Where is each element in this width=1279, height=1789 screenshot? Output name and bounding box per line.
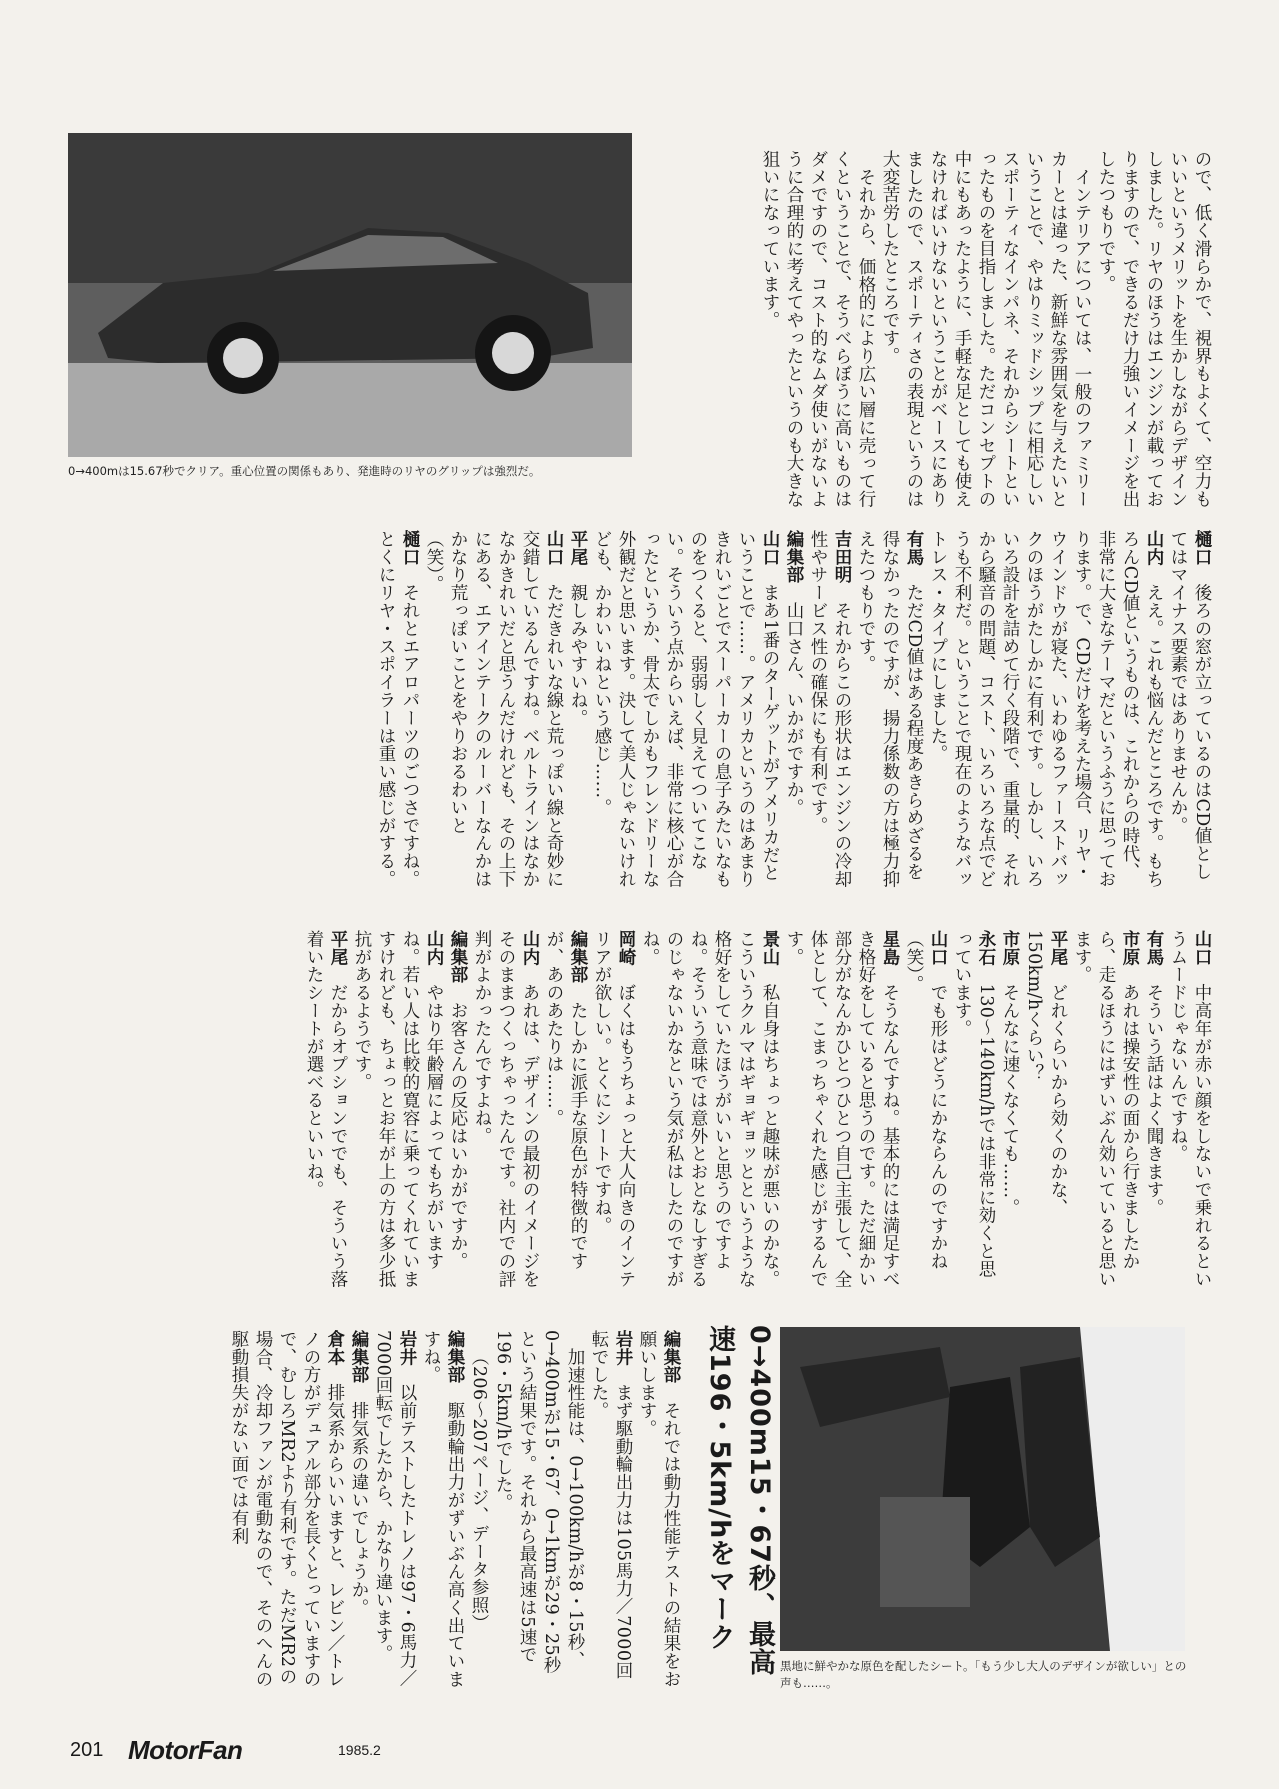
dialogue-line: 編集部 たしかに派手な原色が特徴的ですが、あのあたりは……。 xyxy=(544,930,588,1271)
dialogue-line: 編集部 排気系の違いでしょうか。 xyxy=(349,1330,369,1617)
speaker: 編集部 xyxy=(568,930,588,984)
dialogue-line: 景山 私自身はちょっと趣味が悪いのかな。こういうクルマはギョギョッとというような格好をしていたほうがいいと思うのですよね。そういう意味では意外とおとなしすぎるのじゃないかなという気が私はしたのですがね。 xyxy=(640,930,780,1289)
speaker: 岩井 xyxy=(613,1330,633,1366)
car-illustration xyxy=(68,133,632,457)
dialogue-line: 岩井 まず駆動輪出力は105馬力／7000回転でした。 xyxy=(589,1330,633,1680)
speaker: 編集部 xyxy=(661,1330,681,1384)
dialogue-line: 吉田明 それからこの形状はエンジンの冷却性やサービス性の確保にも有利です。 xyxy=(808,530,852,889)
speaker: 市原 xyxy=(1000,930,1020,966)
speaker: 山口 xyxy=(928,930,948,966)
dialogue-line: 編集部 それでは動力性能テストの結果をお願いします。 xyxy=(637,1330,681,1689)
speaker: 編集部 xyxy=(445,1330,465,1384)
speaker: 岡崎 xyxy=(616,930,636,966)
speaker: 景山 xyxy=(760,930,780,966)
dialogue-line: 編集部 お客さんの反応はいかがですか。 xyxy=(448,930,468,1271)
seat-photo-caption: 黒地に鮮やかな原色を配したシート。「もう少し大人のデザインが欲しい」との声も……。 xyxy=(780,1659,1187,1690)
article-text-block-2 xyxy=(68,530,1214,890)
speaker: 吉田明 xyxy=(832,530,852,584)
dialogue-line: 山口 ただきれいな線と荒っぽい線と奇妙に交錯しているんですね。ベルトラインはなかなかきれいだと思うんだけれども、その上下にある、エアインテークのルーバーなんかはかなり荒っぽいことをやりおるわいと（笑）。 xyxy=(424,530,564,889)
speaker: 山口 xyxy=(760,530,780,566)
dialogue-line: 山内 やはり年齢層によってもちがいますね。若い人は比較的寛容に乗ってくれていますけれども、ちょっとお年が上の方は多少抵抗があるようです。 xyxy=(352,930,444,1288)
speaker: 星島 xyxy=(880,930,900,966)
speaker: 山内 xyxy=(520,930,540,966)
speaker: 有馬 xyxy=(904,530,924,566)
dialogue-line: 平尾 だからオプションででも、そういう落着いたシートが選べるといいね。 xyxy=(304,930,348,1289)
dialogue-line: 市原 そんなに速くなくても……。 xyxy=(1000,930,1020,1217)
speaker: 山内 xyxy=(1144,530,1164,566)
speaker: 有馬 xyxy=(1144,930,1164,966)
speaker: 編集部 xyxy=(784,530,804,584)
speaker: 平尾 xyxy=(1048,930,1068,966)
dialogue-line: 山内 あれは、デザインの最初のイメージをそのままつくっちゃったんです。社内での評判がよかったんですよね。 xyxy=(472,930,540,1289)
dialogue-line: 樋口 後ろの窓が立っているのはCD値としてはマイナス要素ではありませんか。 xyxy=(1168,530,1212,881)
section-heading: 0→400m15・67秒、最高速196・5km/hをマーク xyxy=(704,1325,775,1677)
article-text-block-3 xyxy=(68,930,1214,1290)
dialogue-line: 編集部 山口さん、いかがですか。 xyxy=(784,530,804,817)
dialogue-line: 平尾 どれくらいから効くのかな、150km/hくらい？ xyxy=(1024,930,1068,1217)
dialogue-line: 市原 あれは操安性の面から行きましたから、走るほうにはずいぶん効いていると思います。 xyxy=(1072,930,1140,1288)
dialogue-line: 倉本 排気系からいいますと、レビン／トレノの方がデュアル部分を長くとっていますので、むしろMR2より有利です。ただMR2の場合、冷却ファンが電動なので、そのへんの駆動損失がない面では有利 xyxy=(229,1330,345,1689)
issue-date: 1985.2 xyxy=(338,1742,381,1758)
dialogue-line: 有馬 そういう話はよく聞きます。 xyxy=(1144,930,1164,1217)
speaker: 岩井 xyxy=(397,1330,417,1366)
speaker: 倉本 xyxy=(325,1330,345,1366)
paragraph: それから、価格的により広い層に売って行くということで、そうべらぼうに高いものはダメですので、コスト的なムダ使いがないように合理的に考えてやったというのも大きな狙いになっています。 xyxy=(760,150,876,508)
dialogue-line: 山内 ええ。これも悩んだところです。もちろんCD値というものは、これからの時代、非常に大きなテーマだというふうに思っております。で、CDだけを考えた場合、リヤ・ウインドウが寝た、いわゆるファーストバックのほうがたしかに有利です。しかし、いろいろ設計を詰めて行く段階で、重量的、それから騒音の問題、コスト、いろいろな点でどうも不利だ。ということで現在のようなバットレス・タイプにしました。 xyxy=(928,530,1164,889)
seat-photo xyxy=(780,1327,1185,1651)
speaker: 平尾 xyxy=(568,530,588,566)
paragraph: インテリアについては、一般のファミリーカーとは違った、新鮮な雰囲気を与えたいということで、やはりミッドシップに相応しいスポーティなインパネ、それからシートといったものを目指しました。ただコンセプトの中にもあったように、手軽な足としても使えなければいけないということがベースにありましたので、スポーティさの表現というのは大変苦労したところです。 xyxy=(880,150,1092,508)
dialogue-line: 岡崎 ぼくはもうちょっと大人向きのインテリアが欲しい。とくにシートですね。 xyxy=(592,930,636,1289)
dialogue-line: 永石 130〜140km/hでは非常に効くと思っています。 xyxy=(952,930,996,1278)
paragraph: 加速性能は、0→100km/hが8・15秒、0→400mが15・67、0→1kmが29・25秒という結果です。それから最高速は5速で196・5km/hでした。 xyxy=(493,1330,585,1674)
article-text-block-1 xyxy=(650,150,1214,510)
speaker: 編集部 xyxy=(349,1330,369,1384)
speaker: 市原 xyxy=(1120,930,1140,966)
dialogue-line: 山口 まあ1番のターゲットがアメリカだということで……。アメリカというのはあまりきれいごとでスーパーカーの息子みたいなものをつくると、弱弱しく見えてついてこない。そういう点からいえば、非常に核心が合ったというか、骨太でしかもフレンドリーな外観だと思います。決して美人じゃないけれども、かわいいねという感じ……。 xyxy=(592,530,780,888)
dialogue-line: 平尾 親しみやすいね。 xyxy=(568,530,588,727)
car-photo xyxy=(68,133,632,457)
speaker: 山内 xyxy=(424,930,444,966)
speaker: 山口 xyxy=(544,530,564,566)
page-number: 201 xyxy=(70,1739,104,1761)
seat-illustration xyxy=(780,1327,1185,1651)
dialogue-line: 岩井 以前テストしたトレノは97・6馬力／7000回転でしたから、かなり違います。 xyxy=(373,1330,417,1687)
article-text-block-4 xyxy=(68,1330,683,1690)
dialogue-line: 編集部 駆動輪出力がずいぶん高く出ていますね。 xyxy=(421,1330,465,1689)
dialogue-line: 星島 そうなんですね。基本的には満足すべき格好をしていると思うのです。ただ細かい部分がなんかひとつひとつ自己主張して、全体として、こまっちゃくれた感じがするんです。 xyxy=(784,930,900,1289)
speaker: 編集部 xyxy=(448,930,468,984)
speaker: 永石 xyxy=(976,930,996,966)
car-photo-caption: 0→400mは15.67秒でクリア。重心位置の関係もあり、発進時のリヤのグリップは強烈だ。 xyxy=(68,464,541,478)
paragraph: （206〜207ページ、データ参照） xyxy=(469,1347,489,1632)
paragraph: ので、低く滑らかで、視界もよくて、空力もいいというメリットを生かしながらデザインしました。リヤのほうはエンジンが載っておりますので、できるだけ力強いイメージを出したつもりです。 xyxy=(1096,150,1212,508)
speaker: 山口 xyxy=(1192,930,1212,966)
speaker: 樋口 xyxy=(400,530,420,566)
dialogue-line: 山口 中高年が赤い顔をしないで乗れるというムードじゃないんですね。 xyxy=(1168,930,1212,1289)
dialogue-line: 樋口 それとエアロパーツのごつさですね。とくにリヤ・スポイラーは重い感じがする。 xyxy=(376,530,420,889)
dialogue-line: 山口 でも形はどうにかならんのですかね（笑）。 xyxy=(904,930,948,1271)
dialogue-line: 有馬 ただCD値はある程度あきらめざるを得なかったのですが、揚力係数の方は極力抑えたつもりです。 xyxy=(856,530,924,888)
magazine-logo: MotorFan xyxy=(128,1735,243,1765)
speaker: 平尾 xyxy=(328,930,348,966)
speaker: 樋口 xyxy=(1192,530,1212,566)
